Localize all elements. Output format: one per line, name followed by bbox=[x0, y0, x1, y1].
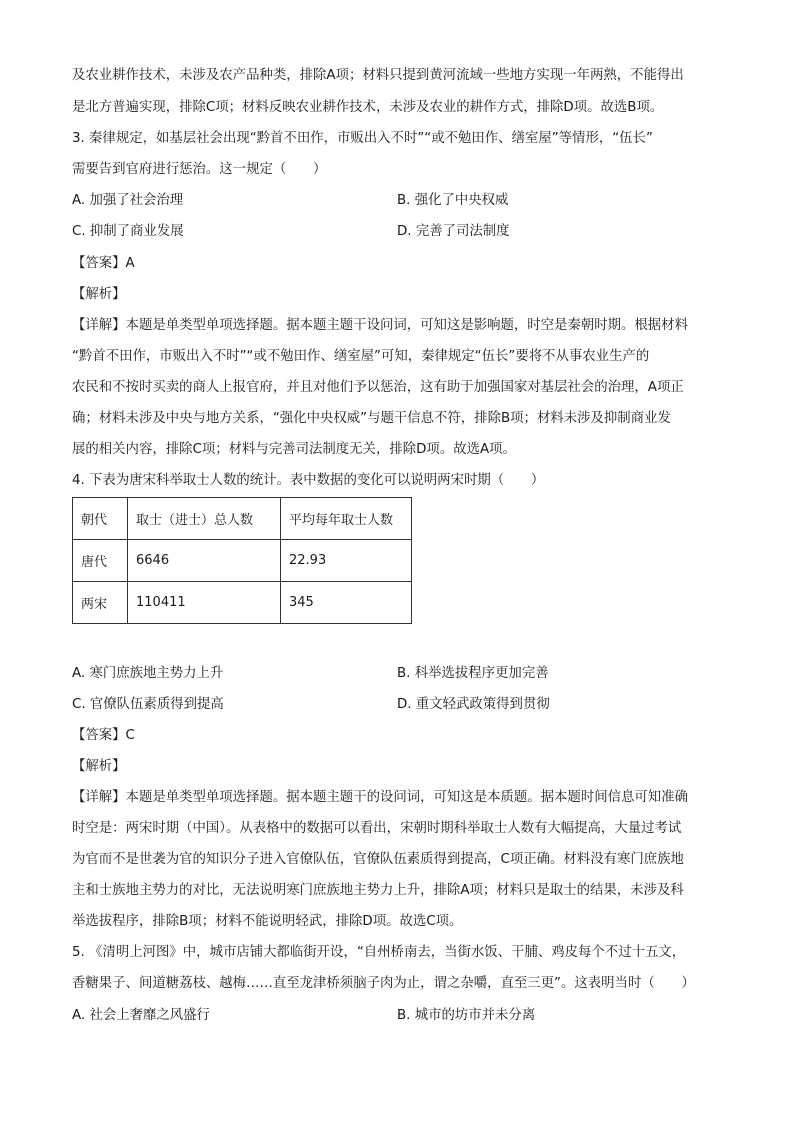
question-3-detail-line-2: “黔首不田作，市贩出入不时”“或不勉田作、缮室屋”可知，秦律规定“伍长”要将不从事农业生产的 bbox=[72, 349, 650, 364]
question-5-option-a: A. 社会上奢靡之风盛行 bbox=[72, 1008, 210, 1023]
question-4-detail-line-3: 为官而不是世袭为官的知识分子进入官僚队伍，官僚队伍素质得到提高，C项正确。材料没有寒门庶族地 bbox=[72, 852, 684, 867]
table-cell: 345 bbox=[281, 582, 412, 624]
table-header-cell: 平均每年取士人数 bbox=[281, 498, 412, 540]
table-cell: 唐代 bbox=[73, 540, 128, 582]
question-3-detail-line-3: 农民和不按时买卖的商人上报官府，并且对他们予以惩治，这有助于加强国家对基层社会的治理，A项正 bbox=[72, 380, 684, 395]
table-header-cell: 朝代 bbox=[73, 498, 128, 540]
question-4-option-c: C. 官僚队伍素质得到提高 bbox=[72, 697, 224, 712]
table-row bbox=[73, 582, 412, 624]
table-cell: 110411 bbox=[128, 582, 281, 624]
question-3-detail-line-4: 确；材料未涉及中央与地方关系，“强化中央权威”与题干信息不符，排除B项；材料未涉及抑制商业发 bbox=[72, 411, 671, 426]
question-3-stem-line-2: 需要告到官府进行惩治。这一规定（ ） bbox=[72, 162, 327, 177]
intro-line-2: 是北方普遍实现，排除C项；材料反映农业耕作技术，未涉及农业的耕作方式，排除D项。故选B项。 bbox=[72, 100, 664, 115]
table-cell: 两宋 bbox=[73, 582, 128, 624]
question-3-option-d: D. 完善了司法制度 bbox=[397, 224, 510, 239]
question-3-option-a: A. 加强了社会治理 bbox=[72, 193, 184, 208]
exam-data-table bbox=[72, 497, 412, 624]
table-cell: 6646 bbox=[128, 540, 281, 582]
question-4-detail-line-1: 【详解】本题是单类型单项选择题。据本题主题干的设问词，可知这是本质题。据本题时间信息可知准确 bbox=[72, 790, 688, 805]
question-4-option-d: D. 重文轻武政策得到贯彻 bbox=[397, 697, 550, 712]
question-4-option-a: A. 寒门庶族地主势力上升 bbox=[72, 666, 224, 681]
question-3-option-b: B. 强化了中央权威 bbox=[397, 193, 509, 208]
question-4-analysis-heading: 【解析】 bbox=[72, 759, 126, 774]
question-3-option-c: C. 抑制了商业发展 bbox=[72, 224, 184, 239]
question-4-detail-line-2: 时空是：两宋时期（中国）。从表格中的数据可以看出，宋朝时期科举取士人数有大幅提高，大量过考试 bbox=[72, 821, 682, 836]
table-row bbox=[73, 540, 412, 582]
question-5-stem-line-1: 5. 《清明上河图》中，城市店铺大都临街开设，“自州桥南去，当街水饭、干脯、鸡皮每个不过十五文， bbox=[72, 945, 686, 960]
question-4-answer: 【答案】C bbox=[72, 728, 135, 743]
question-4-stem: 4. 下表为唐宋科举取士人数的统计。表中数据的变化可以说明两宋时期（ ） bbox=[72, 473, 545, 488]
question-4-detail-line-4: 主和士族地主势力的对比，无法说明寒门庶族地主势力上升，排除A项；材料只是取士的结果，未涉及科 bbox=[72, 883, 684, 898]
question-5-option-b: B. 城市的坊市并未分离 bbox=[397, 1008, 536, 1023]
question-3-detail-line-5: 展的相关内容，排除C项；材料与完善司法制度无关，排除D项。故选A项。 bbox=[72, 442, 516, 457]
question-3-stem-line-1: 3. 秦律规定，如基层社会出现“黔首不田作，市贩出入不时”“或不勉田作、缮室屋”等情形，“伍长” bbox=[72, 131, 653, 146]
question-3-analysis-heading: 【解析】 bbox=[72, 287, 126, 302]
intro-line-1: 及农业耕作技术，未涉及农产品种类，排除A项；材料只提到黄河流域一些地方实现一年两熟，不能得出 bbox=[72, 68, 684, 83]
question-4-option-b: B. 科举选拔程序更加完善 bbox=[397, 666, 549, 681]
question-5-stem-line-2: 香糖果子、间道糖荔枝、越梅……直至龙津桥须脑子肉为止，谓之杂嚼，直至三更”。这表明当时（ ） bbox=[72, 976, 695, 991]
table-header-row bbox=[73, 498, 412, 540]
table-header-cell: 取士（进士）总人数 bbox=[128, 498, 281, 540]
question-3-detail-line-1: 【详解】本题是单类型单项选择题。据本题主题干设问词，可知这是影响题，时空是秦朝时期。根据材料 bbox=[72, 318, 688, 333]
question-4-detail-line-5: 举选拔程序，排除B项；材料不能说明轻武，排除D项。故选C项。 bbox=[72, 914, 463, 929]
question-3-answer: 【答案】A bbox=[72, 256, 135, 271]
table-cell: 22.93 bbox=[281, 540, 412, 582]
